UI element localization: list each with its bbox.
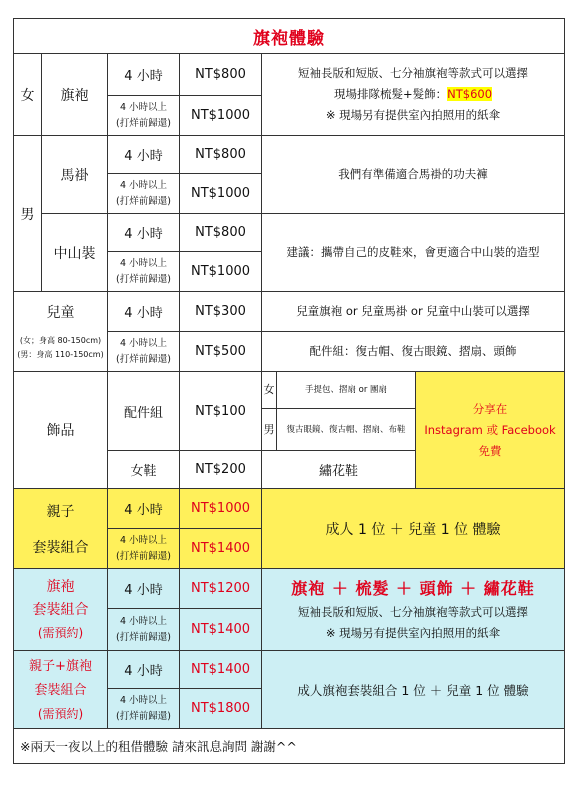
- duration-line: 4 小時以上: [119, 101, 168, 113]
- reservation-note: (需預約): [37, 625, 84, 640]
- duration-note: (打烊前歸還): [116, 117, 171, 129]
- duration-note: (打烊前歸還): [116, 195, 171, 207]
- item-kids-label: [14, 292, 108, 372]
- kids-accessory-description: 配件組：復古帽、復古眼鏡、摺扇、頭飾: [262, 332, 565, 372]
- social-share-promo: [416, 372, 565, 489]
- price-cell: NT$1400: [180, 529, 262, 569]
- duration-cell: [108, 689, 180, 729]
- qipao-set-description: [262, 569, 565, 651]
- male-tag: 男: [262, 409, 277, 451]
- gender-male-label: 男: [14, 136, 42, 292]
- footnote: ※兩天一夜以上的租借體驗 請來訊息詢問 謝謝^^: [14, 729, 565, 764]
- duration-line: 4 小時以上: [119, 257, 168, 269]
- duration-note: (打烊前歸還): [116, 550, 171, 562]
- family-qipao-line: 套裝組合: [34, 682, 87, 698]
- item-zhongshan-label: 中山裝: [42, 214, 108, 292]
- family-qipao-line: 親子+旗袍: [29, 658, 92, 674]
- page-title: 旗袍體驗: [14, 19, 565, 54]
- desc-line: 短袖長版和短版、七分袖旗袍等款式可以選擇: [298, 66, 529, 80]
- item-family-qipao-set-label: [14, 651, 108, 729]
- price-cell: NT$500: [180, 332, 262, 372]
- desc-note: ※ 現場另有提供室內拍照用的紙傘: [325, 625, 501, 640]
- pricing-table: [13, 18, 565, 764]
- shoes-description: 繡花鞋: [262, 451, 416, 489]
- family-qipao-description: 成人旗袍套裝組合 1 位 ＋ 兒童 1 位 體驗: [262, 651, 565, 729]
- price-cell: NT$1000: [180, 96, 262, 136]
- item-accessories-label: 飾品: [14, 372, 108, 489]
- price-cell: NT$800: [180, 214, 262, 252]
- price-cell: NT$1000: [180, 174, 262, 214]
- duration-cell: 4 小時: [108, 54, 180, 96]
- hair-service-label: 現場排隊梳髮+髮飾：: [334, 87, 448, 101]
- kids-height-male: (男：身高 110-150cm): [17, 349, 104, 359]
- duration-cell: 4 小時: [108, 214, 180, 252]
- male-accessory-items: 復古眼鏡、復古帽、摺扇、布鞋: [277, 409, 416, 451]
- female-tag: 女: [262, 372, 277, 409]
- qipao-set-line: 旗袍: [46, 578, 75, 595]
- duration-cell: 4 小時: [108, 569, 180, 609]
- pricing-table-container: [13, 18, 564, 772]
- duration-line: 4 小時以上: [119, 615, 168, 627]
- duration-line: 4 小時以上: [119, 179, 168, 191]
- duration-note: (打烊前歸還): [116, 710, 171, 722]
- qipao-set-contents: 旗袍 ＋ 梳髮 ＋ 頭飾 ＋ 繡花鞋: [291, 578, 535, 598]
- duration-note: (打烊前歸還): [116, 353, 171, 365]
- family-line: 套裝組合: [32, 539, 89, 556]
- duration-note: (打烊前歸還): [116, 631, 171, 643]
- duration-cell: 4 小時: [108, 489, 180, 529]
- price-cell: NT$800: [180, 54, 262, 96]
- family-line: 親子: [46, 503, 75, 520]
- price-cell: NT$1400: [180, 651, 262, 689]
- zhongshan-description: 建議：攜帶自己的皮鞋來，會更適合中山裝的造型: [262, 214, 565, 292]
- duration-cell: 4 小時: [108, 292, 180, 332]
- desc-note: ※ 現場另有提供室內拍照用的紙傘: [325, 108, 501, 122]
- kids-description: 兒童旗袍 or 兒童馬褂 or 兒童中山裝可以選擇: [262, 292, 565, 332]
- item-magua-label: 馬褂: [42, 136, 108, 214]
- item-qipao-set-label: [14, 569, 108, 651]
- price-cell: NT$1400: [180, 609, 262, 651]
- duration-line: 4 小時以上: [119, 534, 168, 546]
- family-set-description: 成人 1 位 ＋ 兒童 1 位 體驗: [262, 489, 565, 569]
- price-cell: NT$100: [180, 372, 262, 451]
- kids-title: 兒童: [46, 304, 75, 321]
- hair-service-price: NT$600: [447, 87, 493, 101]
- magua-description: 我們有準備適合馬褂的功夫褲: [262, 136, 565, 214]
- female-accessory-items: 手提包、摺扇 or 團扇: [277, 372, 416, 409]
- price-cell: NT$1000: [180, 252, 262, 292]
- kids-height-female: (女；身高 80-150cm): [19, 335, 102, 345]
- duration-cell: [108, 609, 180, 651]
- item-qipao-label: 旗袍: [42, 54, 108, 136]
- price-cell: NT$1800: [180, 689, 262, 729]
- desc-line: [262, 84, 564, 105]
- duration-cell: 4 小時: [108, 651, 180, 689]
- accessory-set-label: 配件組: [108, 372, 180, 451]
- duration-line: 4 小時以上: [119, 337, 168, 349]
- price-cell: NT$200: [180, 451, 262, 489]
- duration-cell: [108, 174, 180, 214]
- price-cell: NT$800: [180, 136, 262, 174]
- duration-cell: [108, 332, 180, 372]
- promo-line: 免費: [478, 443, 502, 458]
- promo-line: 分享在: [472, 401, 508, 416]
- duration-line: 4 小時以上: [119, 694, 168, 706]
- duration-cell: [108, 529, 180, 569]
- qipao-description: [262, 54, 565, 136]
- qipao-set-line: 套裝組合: [32, 601, 89, 618]
- price-cell: NT$1000: [180, 489, 262, 529]
- price-cell: NT$1200: [180, 569, 262, 609]
- desc-line: 短袖長版和短版、七分袖旗袍等款式可以選擇: [298, 604, 529, 619]
- duration-cell: [108, 252, 180, 292]
- shoes-label: 女鞋: [108, 451, 180, 489]
- duration-note: (打烊前歸還): [116, 273, 171, 285]
- duration-cell: 4 小時: [108, 136, 180, 174]
- item-family-set-label: [14, 489, 108, 569]
- price-cell: NT$300: [180, 292, 262, 332]
- promo-line: Instagram 或 Facebook: [424, 422, 556, 437]
- gender-female-label: 女: [14, 54, 42, 136]
- duration-cell: [108, 96, 180, 136]
- reservation-note: (需預約): [37, 706, 84, 721]
